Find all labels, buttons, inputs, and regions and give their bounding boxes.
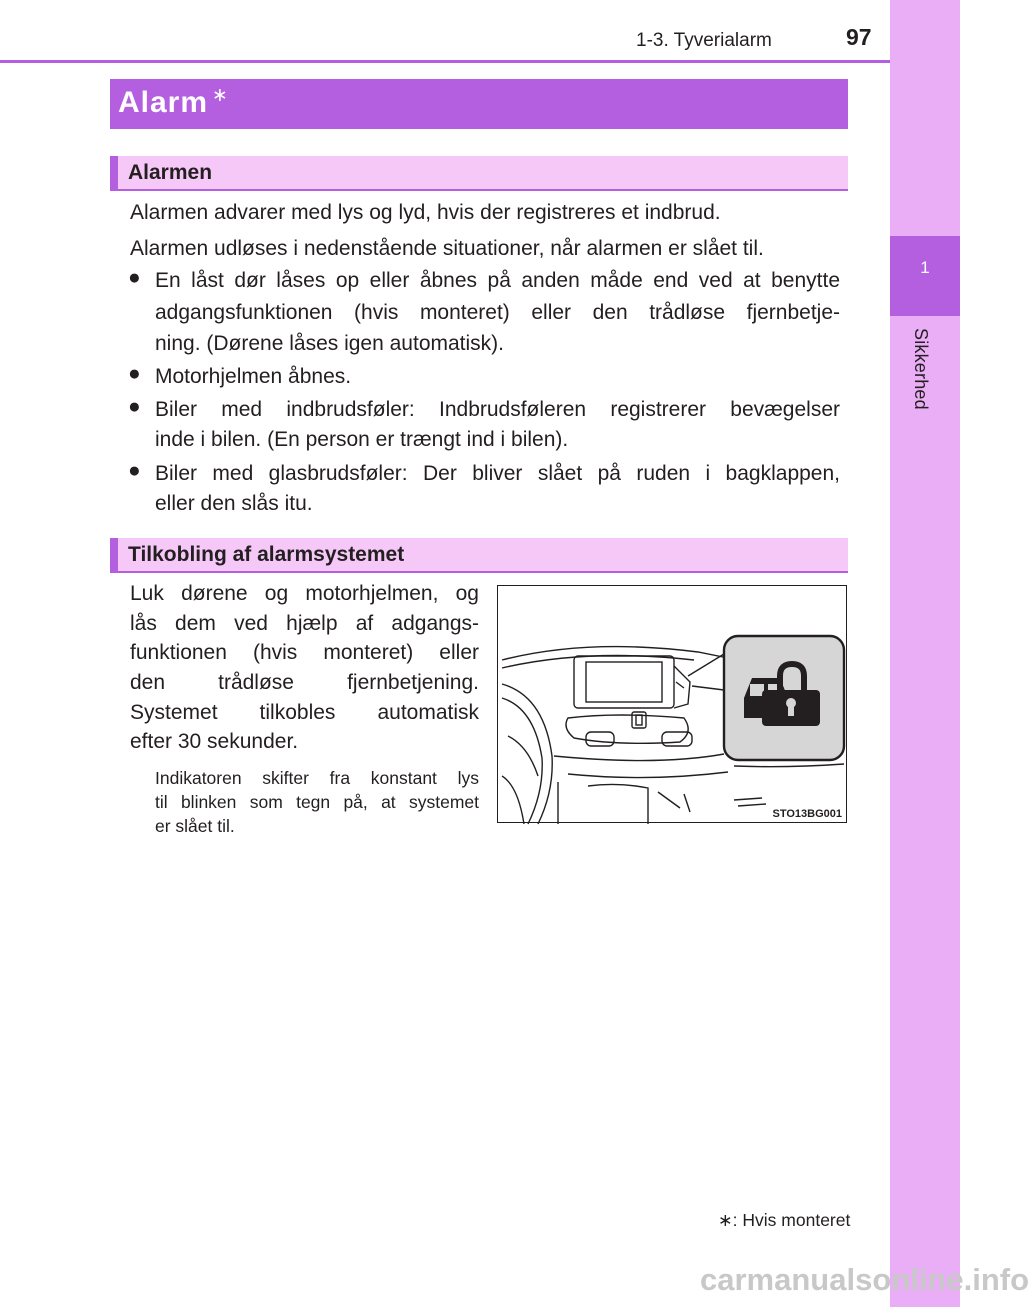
- body-line: lås dem ved hjælp af adgangs-: [130, 612, 479, 635]
- note-line: er slået til.: [155, 816, 235, 836]
- footnote-marker: ∗: [718, 1210, 733, 1230]
- paragraph: Alarmen udløses i nedenstående situationer, når alarmen er slået til.: [130, 237, 764, 260]
- section-heading-band: [110, 538, 848, 573]
- bullet-text: inde i bilen. (En person er trængt ind i bilen).: [155, 428, 569, 451]
- body-line: efter 30 sekunder.: [130, 730, 299, 753]
- page-number: 97: [846, 24, 872, 50]
- paragraph: Alarmen advarer med lys og lyd, hvis der registreres et indbrud.: [130, 201, 721, 224]
- note-line: Indikatoren skifter fra konstant lys: [155, 768, 479, 788]
- bullet-text: Motorhjelmen åbnes.: [155, 365, 352, 388]
- watermark[interactable]: carmanualsonline.info: [700, 1262, 1029, 1297]
- bullet-dot-icon: ●: [128, 266, 141, 289]
- title-marker: ∗: [212, 85, 228, 106]
- note-line: til blinken som tegn på, at systemet: [155, 792, 479, 812]
- bullet-text: eller den slås itu.: [155, 492, 313, 515]
- header-rule: [0, 60, 890, 63]
- section-header: 1-3. Tyverialarm: [636, 30, 772, 51]
- figure-code: STO13BG001: [772, 808, 842, 820]
- body-line: Systemet tilkobles automatisk: [130, 701, 479, 724]
- section-heading: Tilkobling af alarmsystemet: [128, 543, 405, 566]
- bullet-dot-icon: ●: [128, 395, 141, 418]
- bullet-text: adgangsfunktionen (hvis monteret) eller den trådløse fjernbetje-: [155, 301, 840, 324]
- bullet-dot-icon: ●: [128, 459, 141, 482]
- page-title: Alarm: [118, 86, 209, 119]
- bullet-text: Biler med indbrudsføler: Indbrudsføleren registrerer bevægelser: [155, 398, 840, 421]
- bullet-text: ning. (Dørene låses igen automatisk).: [155, 332, 504, 355]
- side-strip: [890, 0, 960, 1307]
- chapter-number: 1: [920, 258, 930, 277]
- section-heading: Alarmen: [128, 161, 213, 184]
- bullet-text: En låst dør låses op eller åbnes på anden måde end ved at benytte: [155, 269, 840, 292]
- chapter-label: Sikkerhed: [911, 328, 931, 410]
- body-line: funktionen (hvis monteret) eller: [130, 641, 479, 664]
- bullet-dot-icon: ●: [128, 362, 141, 385]
- footnote: [718, 1210, 850, 1231]
- dashboard-drawing: [498, 586, 848, 824]
- body-line: den trådløse fjernbetjening.: [130, 671, 479, 694]
- bullet-text: Biler med glasbrudsføler: Der bliver slået på ruden i bagklappen,: [155, 462, 840, 485]
- dashboard-illustration: [497, 585, 847, 823]
- body-line: Luk dørene og motorhjelmen, og: [130, 582, 479, 605]
- section-heading-band: [110, 156, 848, 191]
- footnote-text: : Hvis monteret: [732, 1210, 851, 1230]
